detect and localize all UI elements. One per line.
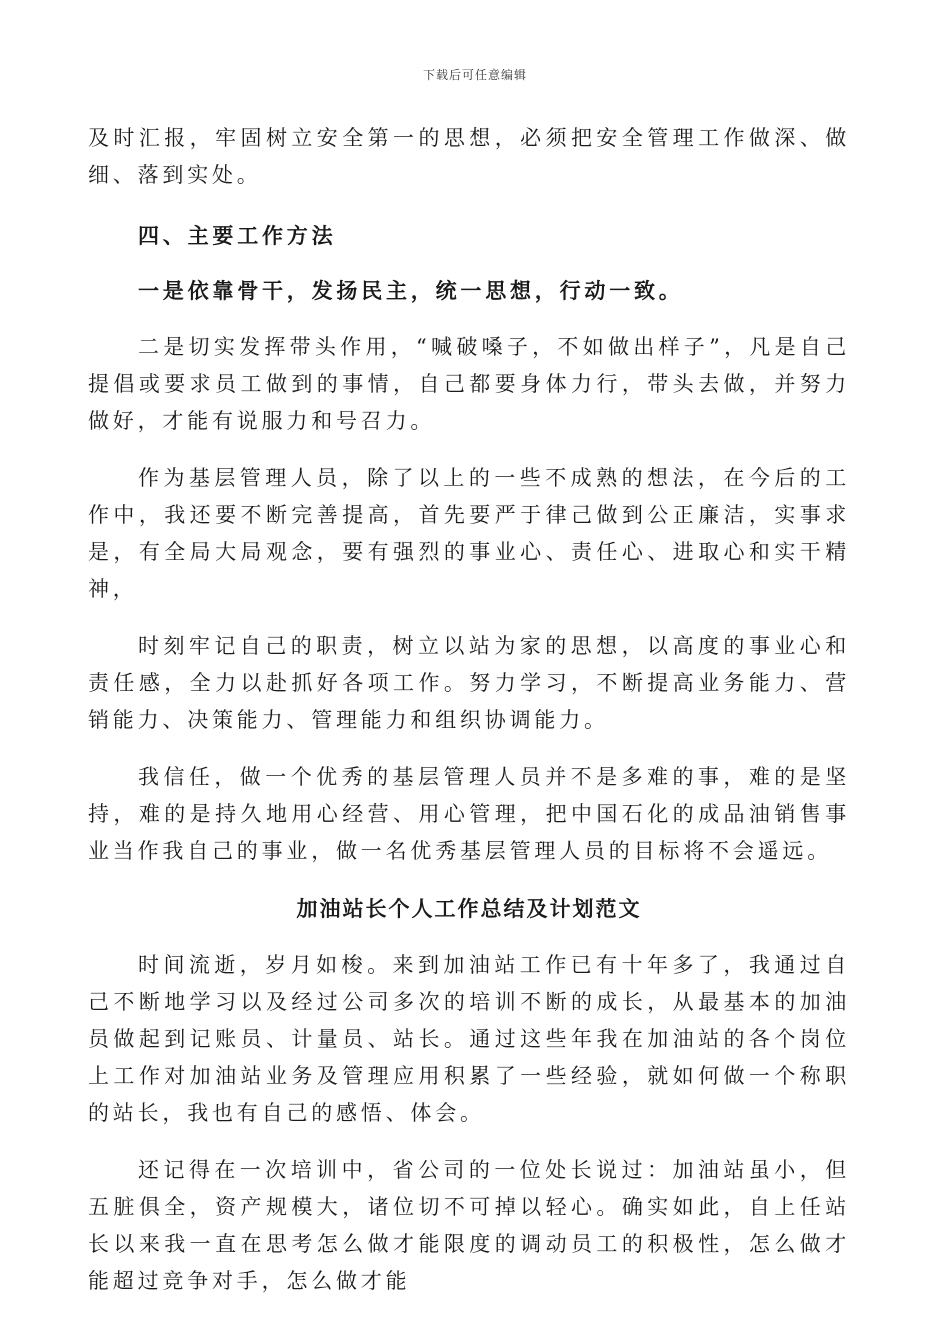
- paragraph: 及时汇报，牢固树立安全第一的思想，必须把安全管理工作做深、做细、落到实处。: [88, 126, 850, 187]
- paragraph: 我信任，做一个优秀的基层管理人员并不是多难的事，难的是坚持，难的是持久地用心经营、用心管理，把中国石化的成品油销售事业当作我自己的事业，做一名优秀基层管理人员的目标将不会遥远。: [88, 765, 850, 863]
- header-note: 下载后可任意编辑: [422, 68, 527, 82]
- paragraph: 还记得在一次培训中，省公司的一位处长说过：加油站虽小，但五脏俱全，资产规模大，诸位切不可掉以轻心。确实如此，自上任站长以来我一直在思考怎么做才能限度的调动员工的积极性，怎么做才能超过竞争对手，怎么做才能: [88, 1158, 850, 1293]
- document-body: [88, 120, 850, 1300]
- paragraph: 时刻牢记自己的职责，树立以站为家的思想，以高度的事业心和责任感，全力以赴抓好各项工作。努力学习，不断提高业务能力、营销能力、决策能力、管理能力和组织协调能力。: [88, 634, 850, 732]
- bold-paragraph: 一是依靠骨干，发扬民主，统一思想，行动一致。: [138, 278, 684, 303]
- article-title: 加油站长个人工作总结及计划范文: [296, 896, 642, 921]
- section-heading: 四、主要工作方法: [138, 223, 337, 248]
- paragraph: 二是切实发挥带头作用，“喊破嗓子，不如做出样子”，凡是自己提倡或要求员工做到的事情，自己都要身体力行，带头去做，并努力做好，才能有说服力和号召力。: [88, 335, 850, 433]
- paragraph: 时间流逝，岁月如梭。来到加油站工作已有十年多了，我通过自己不断地学习以及经过公司多次的培训不断的成长，从最基本的加油员做起到记账员、计量员、站长。通过这些年我在加油站的各个岗位上工作对加油站业务及管理应用积累了一些经验，就如何做一个称职的站长，我也有自己的感悟、体会。: [88, 953, 850, 1125]
- paragraph: 作为基层管理人员，除了以上的一些不成熟的想法，在今后的工作中，我还要不断完善提高，首先要严于律己做到公正廉洁，实事求是，有全局大局观念，要有强烈的事业心、责任心、进取心和实干精神，: [88, 466, 850, 601]
